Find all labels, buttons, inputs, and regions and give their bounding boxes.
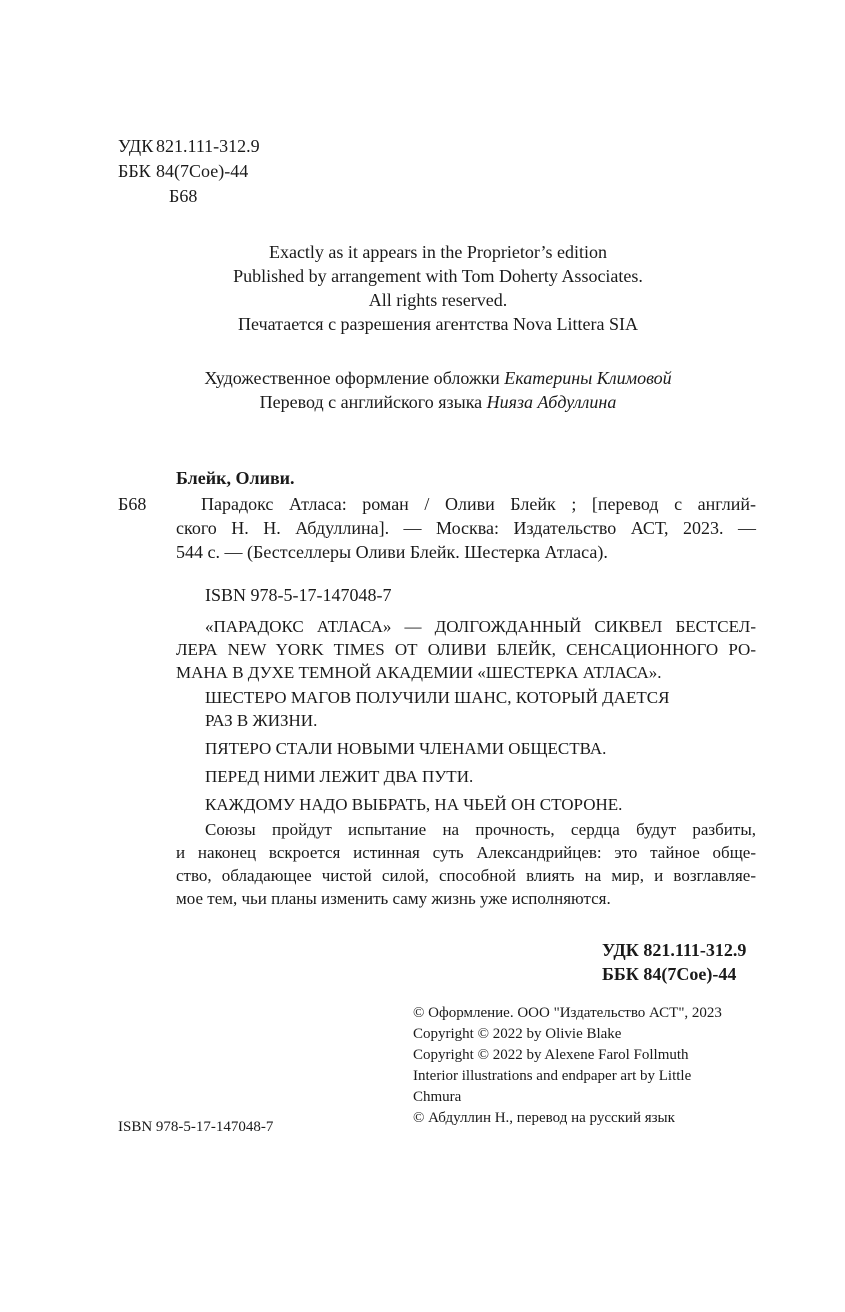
copyright-block [413, 1003, 758, 1129]
annotation-p4: ПЕРЕД НИМИ ЛЕЖИТ ДВА ПУТИ. [205, 767, 474, 786]
copyright-line-5: Chmura [413, 1089, 462, 1105]
catalog-line-3: 544 с. — (Бестселлеры Оливи Блейк. Шестерка Атласа). [176, 542, 608, 562]
catalog-author-heading: Блейк, Оливи. [176, 468, 295, 488]
rights-block [118, 240, 758, 336]
bbk-value: 84(7Сое)-44 [156, 161, 249, 181]
annotation-p6-line-3: ство, обладающее чистой силой, способной влиять на мир, и возглавляе- [176, 866, 756, 885]
index-bold-block [602, 938, 746, 986]
annotation-p1-line-3: МАНА В ДУХЕ ТЕМНОЙ АКАДЕМИИ «ШЕСТЕРКА АТЛАСА». [176, 663, 662, 682]
annotation-p2-line-1: ШЕСТЕРО МАГОВ ПОЛУЧИЛИ ШАНС, КОТОРЫЙ ДАЕТСЯ [205, 688, 670, 707]
annotation-p6-line-4: мое тем, чьи планы изменить саму жизнь уже исполняются. [176, 889, 611, 908]
translation-credit-name: Нияза Абдуллина [486, 392, 617, 412]
translation-credit-prefix: Перевод с английского языка [259, 392, 487, 412]
catalog-line-1: Парадокс Атласа: роман / Оливи Блейк ; [перевод с англий- [201, 494, 756, 514]
udk-value: 821.111-312.9 [156, 136, 260, 156]
credits-block [118, 366, 758, 414]
catalog-line-2: ского Н. Н. Абдуллина]. — Москва: Издательство АСТ, 2023. — [176, 518, 756, 538]
annotation-p3: ПЯТЕРО СТАЛИ НОВЫМИ ЧЛЕНАМИ ОБЩЕСТВА. [205, 739, 607, 758]
copyright-line-1: © Оформление. ООО "Издательство АСТ", 2023 [413, 1005, 722, 1021]
index-bbk: ББК 84(7Сое)-44 [602, 964, 737, 984]
rights-line-1: Exactly as it appears in the Proprietor’s edition [268, 242, 608, 262]
rights-line-3: All rights reserved. [368, 290, 508, 310]
catalog-isbn: ISBN 978-5-17-147048-7 [205, 585, 392, 605]
udk-label: УДК [118, 136, 154, 156]
catalog-description [176, 492, 756, 564]
annotation-p6-line-1: Союзы пройдут испытание на прочность, сердца будут разбиты, [205, 820, 756, 839]
annotation-p1-line-2: ЛЕРА NEW YORK TIMES ОТ ОЛИВИ БЛЕЙК, СЕНСАЦИОННОГО РО- [176, 640, 756, 659]
cover-credit-prefix: Художественное оформление обложки [204, 368, 505, 388]
cover-credit-name: Екатерины Климовой [504, 368, 672, 388]
copyright-line-6: © Абдуллин Н., перевод на русский язык [413, 1110, 675, 1126]
annotation-p5: КАЖДОМУ НАДО ВЫБРАТЬ, НА ЧЬЕЙ ОН СТОРОНЕ. [205, 795, 623, 814]
annotation-p1-line-1: «ПАРАДОКС АТЛАСА» — ДОЛГОЖДАННЫЙ СИКВЕЛ БЕСТСЕЛ- [205, 617, 756, 636]
author-sign: Б68 [169, 186, 198, 206]
footer-isbn: ISBN 978-5-17-147048-7 [118, 1119, 274, 1135]
translation-credit [118, 390, 758, 414]
bbk-line [118, 159, 248, 183]
copyright-line-4: Interior illustrations and endpaper art by Little [413, 1068, 692, 1084]
copyright-line-2: Copyright © 2022 by Olivie Blake [413, 1026, 622, 1042]
copyright-line-3: Copyright © 2022 by Alexene Farol Follmuth [413, 1047, 689, 1063]
rights-line-4: Печатается с разрешения агентства Nova Littera SIA [238, 314, 638, 334]
bbk-label: ББК [118, 161, 151, 181]
rights-line-2: Published by arrangement with Tom Doherty Associates. [233, 266, 643, 286]
catalog-sign: Б68 [118, 494, 147, 514]
annotation-paragraph [176, 818, 756, 910]
udk-line [118, 134, 260, 158]
annotation-block [176, 615, 756, 816]
cover-credit [118, 366, 758, 390]
annotation-p6-line-2: и наконец вскроется истинная суть Александрийцев: это тайное обще- [176, 843, 756, 862]
index-udk: УДК 821.111-312.9 [602, 940, 747, 960]
annotation-p2-line-2: РАЗ В ЖИЗНИ. [205, 711, 318, 730]
